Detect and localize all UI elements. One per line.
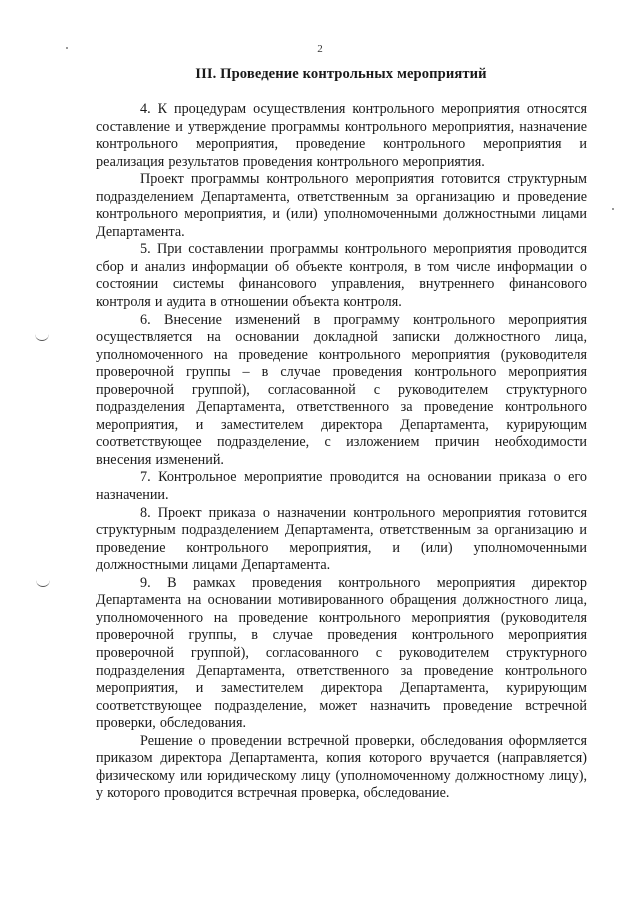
body-text bbox=[96, 101, 587, 803]
margin-mark bbox=[35, 334, 49, 341]
paragraph-4-program-draft: Проект программы контрольного мероприятия готовится структурным подразделением Департамента, ответственным за организацию и проведение контрольного мероприятия, и (или) уполномоченными должностными лицами Департамента. bbox=[96, 171, 587, 240]
paragraph-9-decision: Решение о проведении встречной проверки, обследования оформляется приказом директора Департамента, копия которого вручается (направляется) физическому или юридическому лицу (уполномоченному должностному лицу), у которого проводится встречная проверка, обследование. bbox=[96, 732, 587, 802]
margin-mark bbox=[36, 580, 50, 587]
paragraph-7: 7. Контрольное мероприятие проводится на основании приказа о его назначении. bbox=[96, 469, 587, 504]
paragraph-9: 9. В рамках проведения контрольного мероприятия директор Департамента на основании мотивированного обращения должностного лица, уполномоченного на проведение контрольного мероприятия (руководителя проверочной группы, в случае проведения контрольного мероприятия проверочной группой), согласованного с руководителем структурного подразделения Департамента, ответственного за проведение контрольного мероприятия, и заместителем директора Департамента, курирующим соответствующее подразделение, может назначить проведение встречной проверки, обследования. bbox=[96, 574, 587, 732]
paragraph-5: 5. При составлении программы контрольного мероприятия проводится сбор и анализ информации об объекте контроля, в том числе информации о состоянии системы финансового управления, внутреннего финансового контроля и аудита в отношении объекта контроля. bbox=[96, 241, 587, 311]
paragraph-8: 8. Проект приказа о назначении контрольного мероприятия готовится структурным подразделением Департамента, ответственным за организацию и проведение контрольного мероприятия, и (или) уполномоченными должностными лицами Департамента. bbox=[96, 504, 587, 574]
section-title: III. Проведение контрольных мероприятий bbox=[195, 66, 487, 82]
paragraph-6: 6. Внесение изменений в программу контрольного мероприятия осуществляется на основании докладной записки должностного лица, уполномоченного на проведение контрольного мероприятия (руководителя проверочной группы – в случае проведения контрольного мероприятия проверочной группой), согласованной с руководителем структурного подразделения Департамента, ответственного за проведение контрольного мероприятия, и заместителем директора Департамента, курирующим соответствующее подразделение, с изложением причин необходимости внесения изменений. bbox=[96, 311, 587, 468]
page-number: 2 bbox=[317, 43, 323, 55]
paragraph-4: 4. К процедурам осуществления контрольного мероприятия относятся составление и утверждение программы контрольного мероприятия, назначение контрольного мероприятия, проведение контрольного мероприятия и реализация результатов проведения контрольного мероприятия. bbox=[96, 101, 587, 170]
scan-speck bbox=[612, 208, 614, 210]
